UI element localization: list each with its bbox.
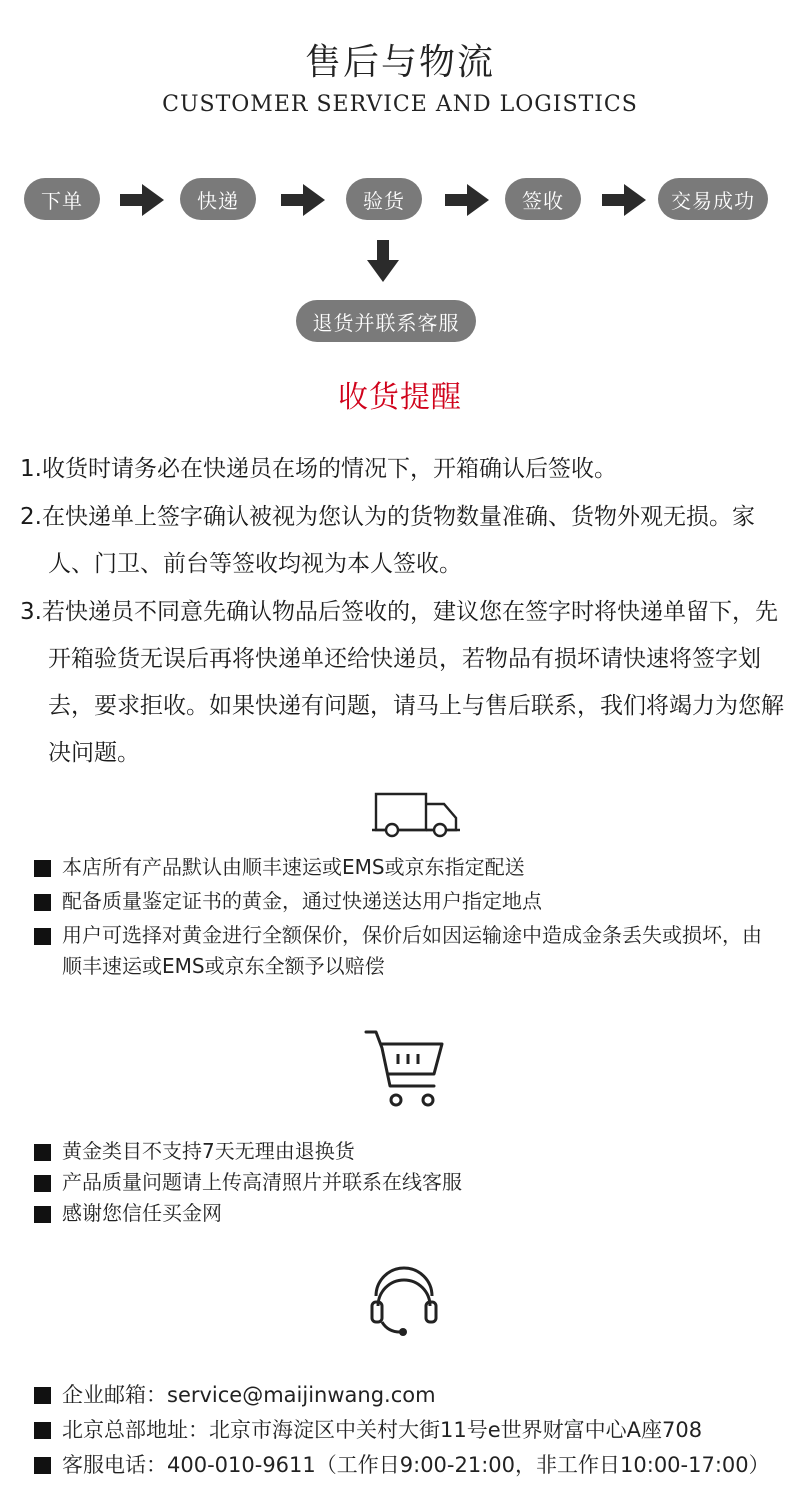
flow-step-sign: 签收 bbox=[505, 178, 581, 220]
reminder-item: 3.若快递员不同意先确认物品后签收的，建议您在签字时将快递单留下，先开箱验货无误后再将快递单还给快递员，若物品有损坏请快速将签字划去，要求拒收。如果快递有问题，请马上与售后联系，我们将竭力为您解决问题。 bbox=[20, 599, 784, 766]
flow-step-order: 下单 bbox=[24, 178, 100, 220]
bullet-square-icon bbox=[34, 1422, 51, 1439]
list-item: 本店所有产品默认由顺丰速运或EMS或京东指定配送 bbox=[32, 852, 772, 883]
reminder-item: 1.收货时请务必在快递员在场的情况下，开箱确认后签收。 bbox=[20, 456, 617, 482]
bullet-square-icon bbox=[34, 1387, 51, 1404]
bullet-square-icon bbox=[34, 928, 51, 945]
reminder-title: 收货提醒 bbox=[338, 380, 462, 415]
bullet-square-icon bbox=[34, 1175, 51, 1192]
contact-phone: 客服电话：400-010-9611（工作日9:00-21:00，非工作日10:00-17:00） bbox=[32, 1448, 772, 1483]
contact-address: 北京总部地址：北京市海淀区中关村大街11号e世界财富中心A座708 bbox=[32, 1413, 772, 1448]
truck-icon bbox=[370, 790, 462, 844]
list-item: 配备质量鉴定证书的黄金，通过快递送达用户指定地点 bbox=[32, 886, 772, 917]
headset-icon bbox=[366, 1266, 442, 1344]
list-item: 用户可选择对黄金进行全额保价，保价后如因运输途中造成金条丢失或损坏，由顺丰速运或EMS或京东全额予以赔偿 bbox=[32, 920, 772, 982]
reminder-list bbox=[20, 446, 790, 777]
bullet-square-icon bbox=[34, 1144, 51, 1161]
list-item: 感谢您信任买金网 bbox=[32, 1198, 772, 1229]
flow-step-delivery: 快递 bbox=[180, 178, 256, 220]
bullet-square-icon bbox=[34, 894, 51, 911]
bullet-square-icon bbox=[34, 1457, 51, 1474]
list-item: 黄金类目不支持7天无理由退换货 bbox=[32, 1136, 772, 1167]
contact-email: 企业邮箱：service@maijinwang.com bbox=[32, 1378, 772, 1413]
logistics-list bbox=[32, 852, 772, 982]
returns-list bbox=[32, 1136, 772, 1229]
reminder-item: 2.在快递单上签字确认被视为您认为的货物数量准确、货物外观无损。家人、门卫、前台等签收均视为本人签收。 bbox=[20, 504, 755, 577]
flow-step-inspect: 验货 bbox=[346, 178, 422, 220]
page-subtitle: CUSTOMER SERVICE AND LOGISTICS bbox=[162, 92, 638, 117]
bullet-square-icon bbox=[34, 860, 51, 877]
flow-step-return: 退货并联系客服 bbox=[296, 300, 476, 342]
list-item: 产品质量问题请上传高清照片并联系在线客服 bbox=[32, 1167, 772, 1198]
bullet-square-icon bbox=[34, 1206, 51, 1223]
shopping-cart-icon bbox=[362, 1028, 448, 1114]
flow-step-complete: 交易成功 bbox=[658, 178, 768, 220]
page-title: 售后与物流 bbox=[304, 42, 495, 83]
contact-list bbox=[32, 1378, 772, 1483]
